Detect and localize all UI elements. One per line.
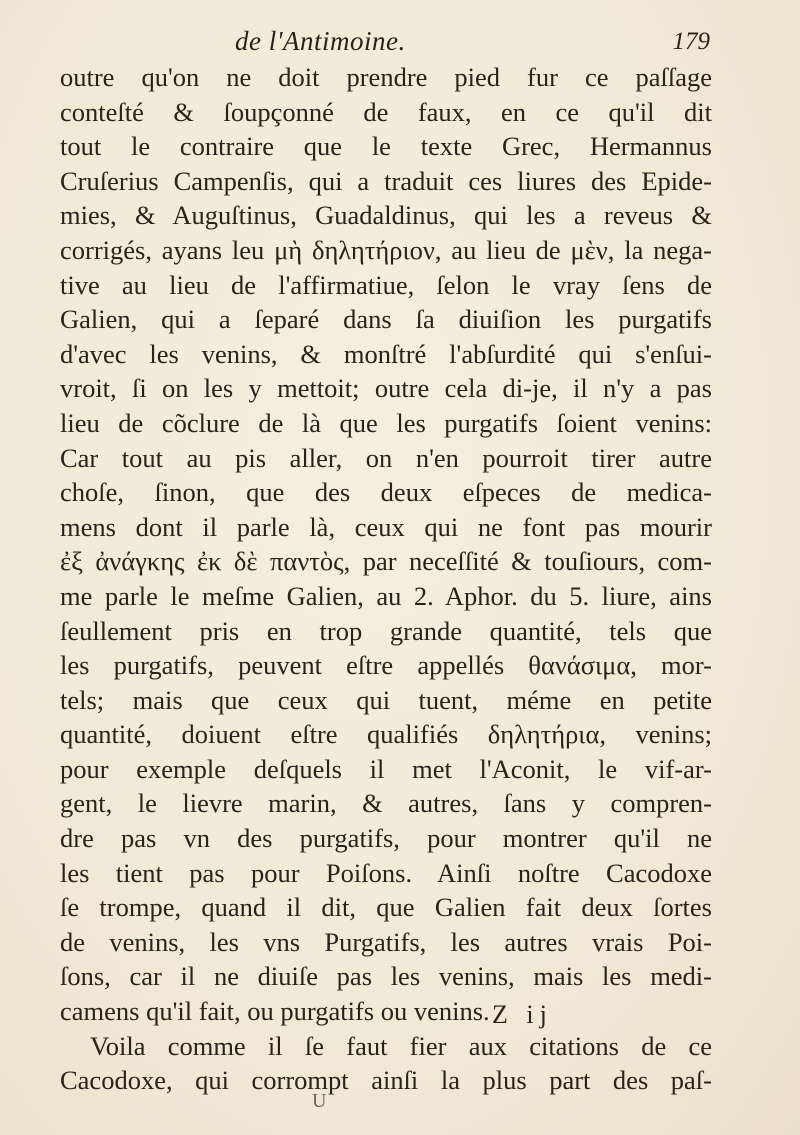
page-header <box>60 18 710 58</box>
text-line: quantité, doiuent eſtre qualifiés δηλητήρια, venins; <box>60 719 712 750</box>
text-line: tout le contraire que le texte Grec, Hermannus <box>60 131 712 162</box>
text-line: dre pas vn des purgatifs, pour montrer qu'il ne <box>60 823 712 854</box>
text-line: mens dont il parle là, ceux qui ne font pas mourir <box>60 511 712 542</box>
signature-mark: Z ij <box>492 1000 553 1029</box>
running-title: de l'Antimoine. <box>235 26 406 56</box>
text-line: tive au lieu de l'affirmatiue, ſelon le vray ſens de <box>60 269 712 300</box>
text-line: outre qu'on ne doit prendre pied fur ce paſſage <box>60 62 712 92</box>
text-line: tels; mais que ceux qui tuent, méme en petite <box>60 684 712 715</box>
text-line: Galien, qui a ſeparé dans ſa diuiſion les purgatifs <box>60 304 712 335</box>
text-line: Cacodoxe, qui corrompt ainſi la plus part des paſ- <box>60 1065 712 1096</box>
text-line: ſe trompe, quand il dit, que Galien fait deux ſortes <box>60 892 712 923</box>
text-line: d'avec les venins, & monſtré l'abſurdité qui s'enſui- <box>60 338 712 369</box>
text-line: de venins, les vns Purgatifs, les autres vrais Poi- <box>60 926 712 957</box>
text-line: ſeullement pris en trop grande quantité, tels que <box>60 615 712 646</box>
text-line: Car tout au pis aller, on n'en pourroit tirer autre <box>60 442 712 473</box>
text-line: me parle le meſme Galien, au 2. Aphor. du 5. liure, ains <box>60 580 712 611</box>
text-line: Cruſerius Campenſis, qui a traduit ces liures des Epide- <box>60 165 712 196</box>
text-line: camens qu'il fait, ou purgatifs ou venins. <box>60 996 490 1027</box>
text-line: ſons, car il ne diuiſe pas les venins, mais les medi- <box>60 961 712 992</box>
text-line: Voila comme il ſe faut fier aux citations de ce <box>90 1030 712 1061</box>
text-line: choſe, ſinon, que des deux eſpeces de medica- <box>60 477 712 508</box>
text-line: conteſté & ſoupçonné de faux, en ce qu'il dit <box>60 96 712 127</box>
text-line: mies, & Auguſtinus, Guadaldinus, qui les a reveus & <box>60 200 712 231</box>
text-line: corrigés, ayans leu μὴ δηλητήριον, au lieu de μὲν, la nega- <box>60 234 712 265</box>
text-line: gent, le lievre marin, & autres, ſans y compren- <box>60 788 712 819</box>
page-number: 179 <box>672 28 710 55</box>
text-line: ἐξ ἀνάγκης ἐκ δὲ παντὸς, par neceſſité & touſiours, com- <box>60 546 712 577</box>
text-line: les purgatifs, peuvent eſtre appellés θανάσιμα, mor- <box>60 650 712 681</box>
folio-mark: U <box>312 1090 327 1112</box>
text-line: vroit, ſi on les y mettoit; outre cela di-je, il n'y a pas <box>60 373 712 404</box>
text-line: les tient pas pour Poiſons. Ainſi noſtre Cacodoxe <box>60 857 712 888</box>
body-text <box>60 60 712 1098</box>
text-line: lieu de cõclure de là que les purgatifs ſoient venins: <box>60 407 712 438</box>
text-line: pour exemple deſquels il met l'Aconit, le vif-ar- <box>60 753 712 784</box>
